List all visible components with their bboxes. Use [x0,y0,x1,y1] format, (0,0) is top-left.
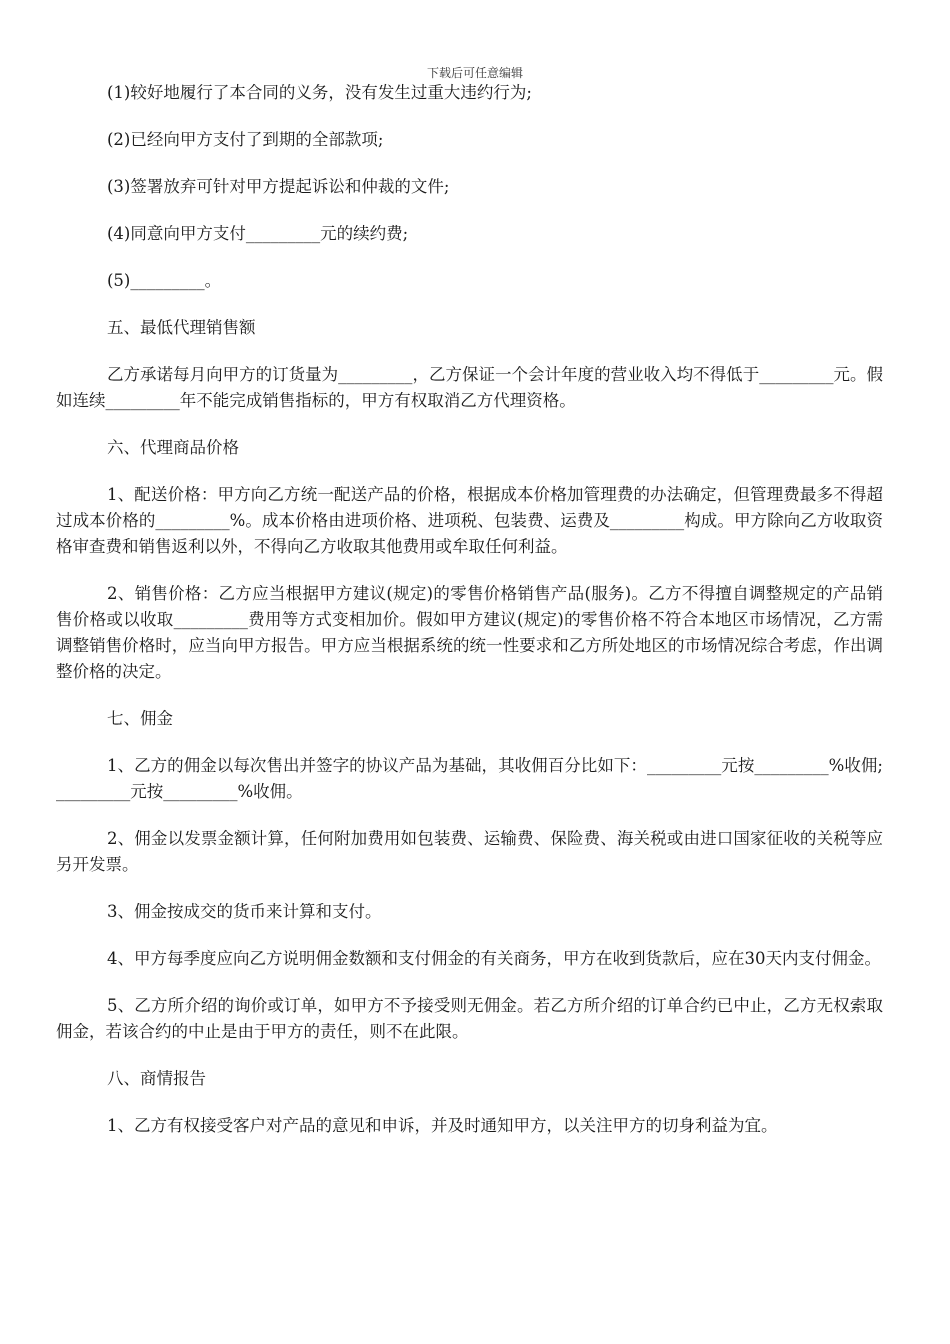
commission-paragraph-5: 5、乙方所介绍的询价或订单，如甲方不予接受则无佣金。若乙方所介绍的订单合约已中止，乙方无权索取佣金，若该合约的中止是由于甲方的责任，则不在此限。 [56,996,883,1041]
list-item-1: (1)较好地履行了本合同的义务，没有发生过重大违约行为; [107,83,532,102]
header-note: 下载后可任意编辑 [426,66,523,80]
document-body [56,80,883,1160]
list-item-2: (2)已经向甲方支付了到期的全部款项; [107,130,384,149]
section-heading-5: 五、最低代理销售额 [107,318,256,337]
retail-price-paragraph: 2、销售价格：乙方应当根据甲方建议(规定)的零售价格销售产品(服务)。乙方不得擅自调整规定的产品销售价格或以收取_________费用等方式变相加价。假如甲方建议(规定)的零售价格不符合本地区市场情况，乙方需调整销售价格时，应当向甲方报告。甲方应当根据系统的统一性要求和乙方所处地区的市场情况综合考虑，作出调整价格的决定。 [56,584,883,681]
market-report-paragraph-1: 1、乙方有权接受客户对产品的意见和申诉，并及时通知甲方，以关注甲方的切身利益为宜。 [107,1116,778,1135]
list-item-4: (4)同意向甲方支付_________元的续约费; [107,224,409,243]
section-heading-6: 六、代理商品价格 [107,438,239,457]
commission-paragraph-1: 1、乙方的佣金以每次售出并签字的协议产品为基础，其收佣百分比如下：_________元按_________%收佣;_________元按_________%收佣。 [56,756,883,801]
list-item-5: (5)_________。 [107,271,222,290]
commission-paragraph-2: 2、佣金以发票金额计算，任何附加费用如包装费、运输费、保险费、海关税或由进口国家征收的关税等应另开发票。 [56,829,883,874]
section-heading-7: 七、佣金 [107,709,173,728]
min-sales-paragraph: 乙方承诺每月向甲方的订货量为_________，乙方保证一个会计年度的营业收入均不得低于_________元。假如连续_________年不能完成销售指标的，甲方有权取消乙方代理资格。 [56,365,883,410]
commission-paragraph-4: 4、甲方每季度应向乙方说明佣金数额和支付佣金的有关商务，甲方在收到货款后，应在30天内支付佣金。 [107,949,881,968]
commission-paragraph-3: 3、佣金按成交的货币来计算和支付。 [107,902,382,921]
delivery-price-paragraph: 1、配送价格：甲方向乙方统一配送产品的价格，根据成本价格加管理费的办法确定，但管理费最多不得超过成本价格的_________%。成本价格由进项价格、进项税、包装费、运费及_________构成。甲方除向乙方收取资格审查费和销售返利以外，不得向乙方收取其他费用或牟取任何利益。 [56,485,883,556]
list-item-3: (3)签署放弃可针对甲方提起诉讼和仲裁的文件; [107,177,450,196]
section-heading-8: 八、商情报告 [107,1069,206,1088]
